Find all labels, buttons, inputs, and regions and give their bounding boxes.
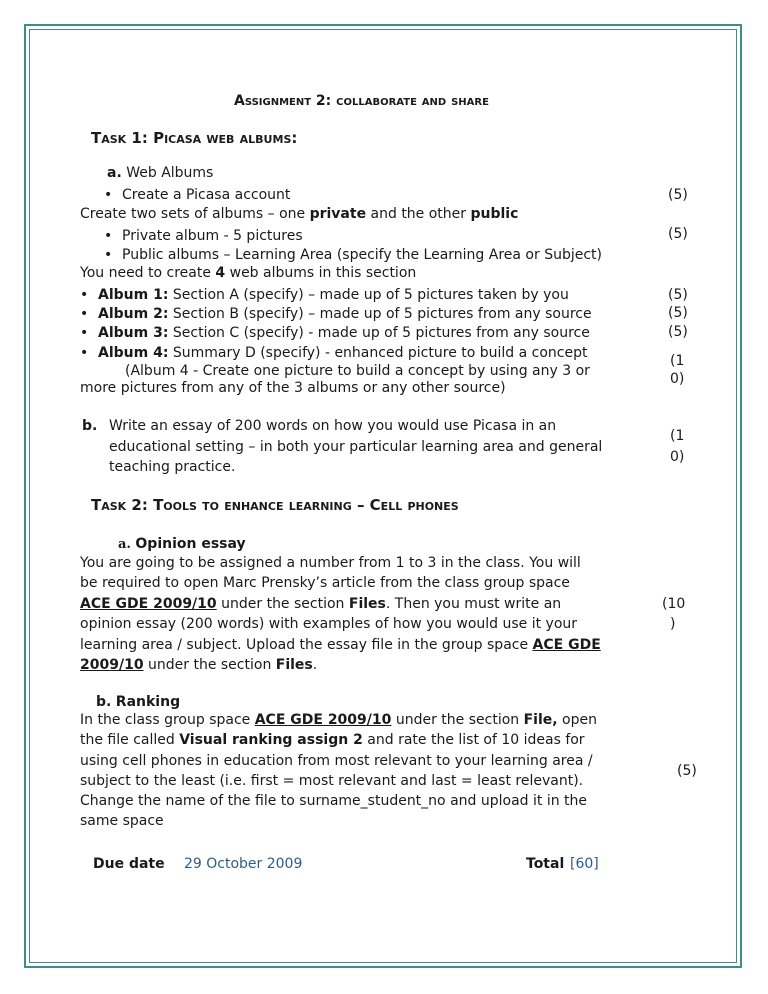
task2-a-line-6	[80, 657, 317, 674]
task1-a-label: a.	[107, 165, 122, 181]
task2-b-line-6: same space	[80, 813, 164, 829]
list-item-create-account	[104, 187, 290, 204]
task2-a-line-1: You are going to be assigned a number from 1 to 3 in the class. You will	[80, 555, 581, 571]
mark-ranking: (5)	[677, 763, 697, 779]
task2-b-line-2	[80, 732, 585, 749]
text: . Then you must write an	[385, 596, 562, 612]
task1-a-title: Web Albums	[126, 165, 214, 181]
mark-album-4-part1: (1	[670, 353, 685, 369]
text: In the class group space	[80, 712, 255, 728]
album-4-detail-line-1: (Album 4 - Create one picture to build a concept by using any 3 or	[125, 363, 590, 379]
task2-b-title: Ranking	[115, 694, 181, 710]
text: learning area / subject. Upload the essay file in the group space	[80, 637, 533, 653]
task1-b-label: b.	[82, 418, 98, 434]
group-space-link[interactable]: ACE GDE 2009/10	[80, 596, 217, 612]
task2-a-line-2: be required to open Marc Prensky’s article from the class group space	[80, 575, 570, 591]
task2-a-title: Opinion essay	[135, 536, 246, 552]
sets-text: Create two sets of albums – one	[80, 206, 310, 222]
list-item-album-4	[80, 345, 588, 362]
text: under the section	[143, 657, 276, 673]
document-title: Assignment 2: collaborate and share	[234, 93, 489, 109]
file-section: File,	[523, 712, 558, 728]
album-text: Section B (specify) – made up of 5 pictures from any source	[168, 306, 592, 322]
files-section: Files	[348, 596, 386, 612]
album-label: Album 2:	[98, 306, 169, 322]
bullet-icon: •	[80, 306, 89, 322]
list-item-public-albums	[104, 247, 602, 264]
task2-b-label: b.	[96, 694, 112, 710]
album-label: Album 3:	[98, 325, 169, 341]
task1-heading: Task 1: Picasa web albums:	[91, 129, 298, 147]
text: under the section	[391, 712, 524, 728]
album-4-detail-line-2: more pictures from any of the 3 albums or any other source)	[80, 380, 506, 396]
group-space-link[interactable]: 2009/10	[80, 657, 144, 673]
mark-album-1: (5)	[668, 287, 688, 303]
text: the file called	[80, 732, 180, 748]
mark-album-2: (5)	[668, 305, 688, 321]
due-date-label: Due date	[93, 856, 165, 872]
group-space-link[interactable]: ACE GDE 2009/10	[254, 712, 392, 728]
task2-a-line-4: opinion essay (200 words) with examples of how you would use it your	[80, 616, 578, 632]
mark-essay-part1: (1	[670, 428, 685, 444]
task2-a-label: a.	[118, 537, 131, 552]
task2-b-line-3: using cell phones in education from most relevant to your learning area /	[80, 753, 593, 769]
sets-public: public	[470, 206, 519, 222]
task2-heading: Task 2: Tools to enhance learning – Cell phones	[91, 496, 459, 514]
mark-album-3: (5)	[668, 324, 688, 340]
mark-album-4-part2: 0)	[670, 371, 685, 387]
sets-text: and the other	[366, 206, 471, 222]
create-text: You need to create	[80, 265, 216, 281]
text: .	[312, 657, 318, 673]
text: under the section	[216, 596, 349, 612]
album-label: Album 1:	[98, 287, 169, 303]
bullet-icon: •	[104, 247, 113, 263]
list-item-album-3	[80, 325, 590, 342]
list-item-text: Create a Picasa account	[122, 187, 291, 203]
bullet-icon: •	[80, 287, 89, 303]
list-item-album-2	[80, 306, 592, 323]
sets-private: private	[309, 206, 367, 222]
create-albums-line	[80, 265, 416, 282]
album-text: Section A (specify) – made up of 5 pictures taken by you	[168, 287, 569, 303]
list-item-text: Private album - 5 pictures	[122, 228, 303, 244]
task1-b-line-1: Write an essay of 200 words on how you would use Picasa in an	[109, 418, 557, 434]
mark-opinion-part2: )	[670, 616, 676, 632]
album-text: Section C (specify) - made up of 5 pictures from any source	[168, 325, 590, 341]
due-date-value: 29 October 2009	[184, 856, 303, 872]
task1-b-line-3: teaching practice.	[109, 459, 236, 475]
files-section: Files	[275, 657, 313, 673]
file-name: Visual ranking assign 2	[179, 732, 363, 748]
bullet-icon: •	[104, 228, 113, 244]
text: open	[557, 712, 597, 728]
mark-private-album: (5)	[668, 226, 688, 242]
task2-b-line-5: Change the name of the file to surname_student_no and upload it in the	[80, 793, 588, 809]
group-space-link[interactable]: ACE GDE	[532, 637, 601, 653]
task2-b-line-4: subject to the least (i.e. first = most relevant and last = least relevant).	[80, 773, 584, 789]
create-count: 4	[215, 265, 226, 281]
task2-a-line-5	[80, 637, 601, 654]
text: and rate the list of 10 ideas for	[362, 732, 585, 748]
task2-b-heading	[96, 694, 180, 711]
create-text: web albums in this section	[225, 265, 417, 281]
albums-sets-line	[80, 206, 518, 223]
task1-b-line-2: educational setting – in both your particular learning area and general	[109, 439, 603, 455]
total-value: [60]	[570, 856, 599, 872]
task2-a-heading	[118, 536, 246, 553]
mark-essay-part2: 0)	[670, 449, 685, 465]
mark-opinion-part1: (10	[662, 596, 686, 612]
bullet-icon: •	[104, 187, 113, 203]
album-text: Summary D (specify) - enhanced picture to build a concept	[168, 345, 588, 361]
mark-create-account: (5)	[668, 187, 688, 203]
task2-b-line-1	[80, 712, 597, 729]
bullet-icon: •	[80, 345, 89, 361]
bullet-icon: •	[80, 325, 89, 341]
task1-a-heading	[107, 165, 213, 182]
list-item-album-1	[80, 287, 569, 304]
task2-a-line-3	[80, 596, 561, 613]
album-label: Album 4:	[98, 345, 169, 361]
list-item-text: Public albums – Learning Area (specify the Learning Area or Subject)	[122, 247, 602, 263]
list-item-private-album	[104, 228, 303, 245]
total-label: Total	[526, 856, 565, 872]
